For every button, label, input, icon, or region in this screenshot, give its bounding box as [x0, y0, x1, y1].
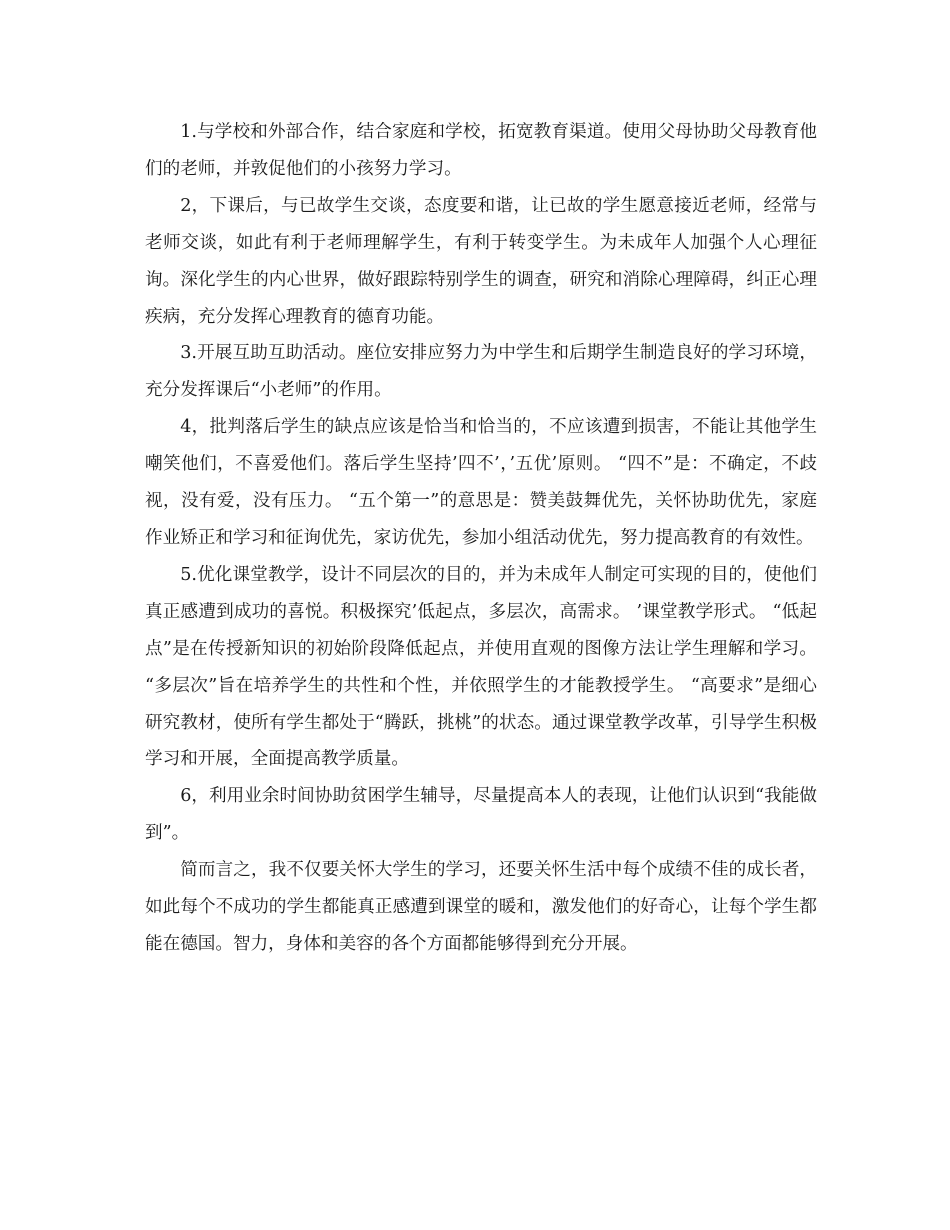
paragraph-2: 2，下课后，与已故学生交谈，态度要和谐，让已故的学生愿意接近老师，经常与老师交谈，如此有利于老师理解学生，有利于转变学生。为未成年人加强个人心理征询。深化学生的内心世界，做好跟踪特别学生的调查，研究和消除心理障碍，纠正心理疾病，充分发挥心理教育的德育功能。 [145, 195, 817, 327]
document-body [145, 114, 817, 963]
paragraph-summary: 简而言之，我不仅要关怀大学生的学习，还要关怀生活中每个成绩不佳的成长者，如此每个不成功的学生都能真正感遭到课堂的暖和，激发他们的好奇心，让每个学生都能在德国。智力，身体和美容的各个方面都能够得到充分开展。 [145, 860, 817, 954]
paragraph-4: 4，批判落后学生的缺点应该是恰当和恰当的，不应该遭到损害，不能让其他学生嘲笑他们，不喜爱他们。落后学生坚持’四不’，’五优’原则。 “四不”是：不确定，不歧视，没有爱，没有压力。 “五个第一”的意思是：赞美鼓舞优先，关怀协助优先，家庭作业矫正和学习和征询优先，家访优先，参加小组活动优先，努力提高教育的有效性。 [145, 417, 817, 548]
paragraph-1: 1.与学校和外部合作，结合家庭和学校，拓宽教育渠道。使用父母协助父母教育他们的老师，并敦促他们的小孩努力学习。 [145, 122, 817, 179]
paragraph-5: 5.优化课堂教学，设计不同层次的目的，并为未成年人制定可实现的目的，使他们真正感遭到成功的喜悦。积极探究’低起点，多层次，高需求。 ’课堂教学形式。 “低起点”是在传授新知识的初始阶段降低起点，并使用直观的图像方法让学生理解和学习。 “多层次”旨在培养学生的共性和个性，并依照学生的才能教授学生。 “高要求”是细心研究教材，使所有学生都处于“腾跃，挑桃”的状态。通过课堂教学改革，引导学生积极学习和开展，全面提高教学质量。 [145, 564, 817, 770]
paragraph-6: 6，利用业余时间协助贫困学生辅导，尽量提高本人的表现，让他们认识到“我能做到”。 [145, 786, 817, 844]
paragraph-3: 3.开展互助互助活动。座位安排应努力为中学生和后期学生制造良好的学习环境，充分发挥课后“小老师”的作用。 [145, 343, 817, 401]
